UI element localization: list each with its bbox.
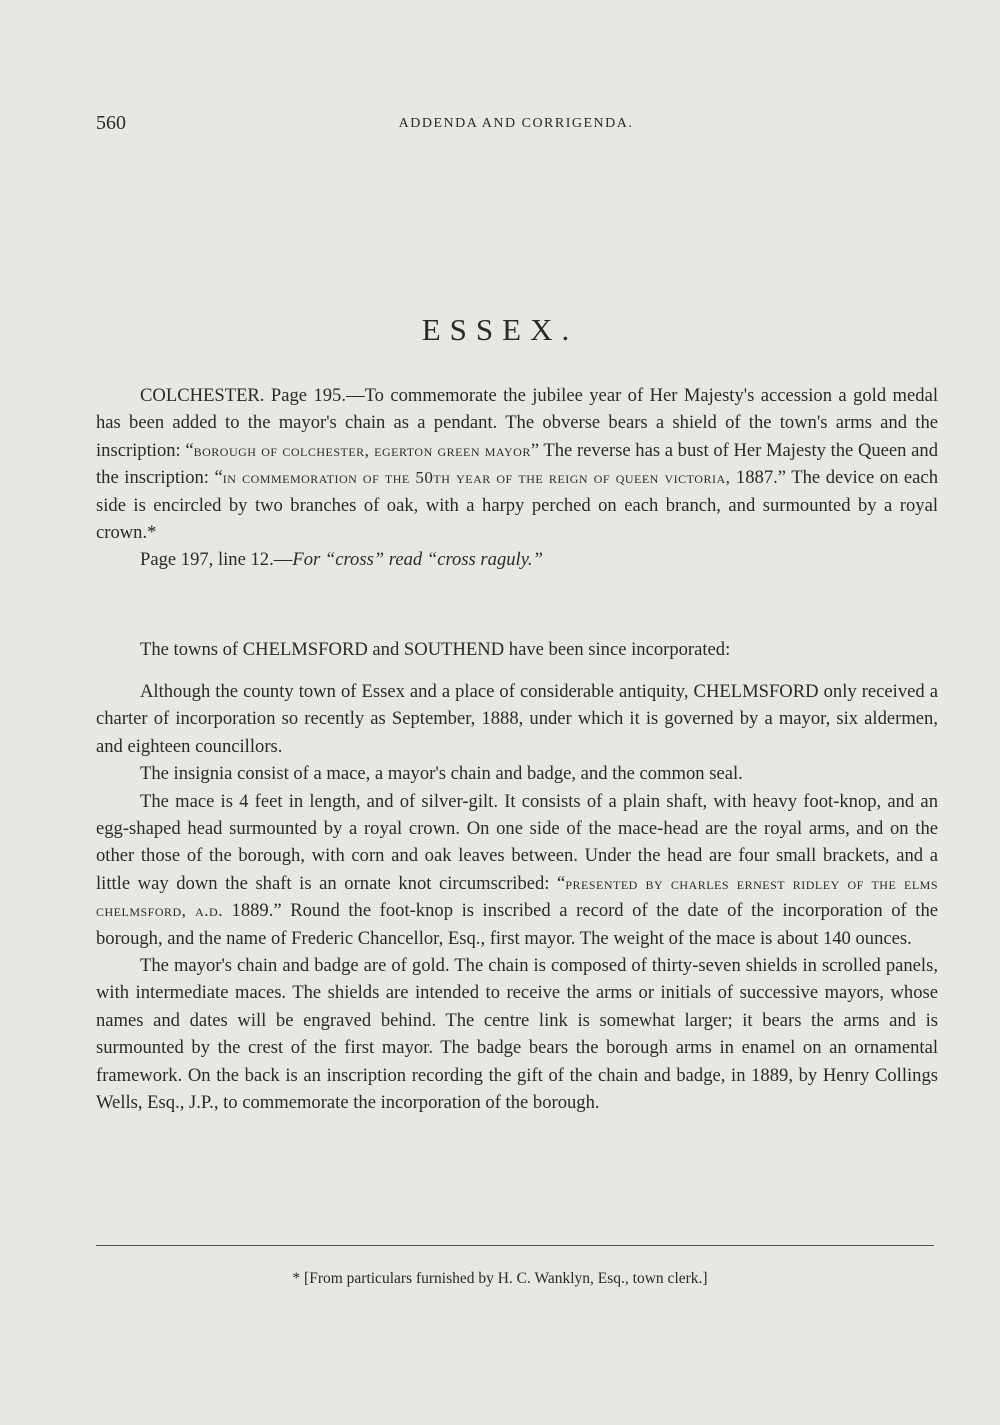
mace-text-a: The mace is 4 feet in length, and of silver-gilt. It consists of a plain shaft, with heavy foot-knop, and an egg-shaped head surmounted by a royal crown. On one side of the mace-head are the royal arms, and on the other those of the borough, with corn and oak leaves between. Under the head are four small brackets, and a little way down the shaft is an ornate knot circumscribed: “ xyxy=(96,790,938,894)
correction-for: For xyxy=(292,549,321,571)
colchester-entry xyxy=(96,382,938,574)
correction-read: read xyxy=(388,549,423,571)
towns-intro-block xyxy=(96,636,938,663)
page-number: 560 xyxy=(96,112,126,134)
footnote: * [From particulars furnished by H. C. Wanklyn, Esq., town clerk.] xyxy=(292,1270,708,1287)
correction-prefix: Page 197, line 12.— xyxy=(140,549,293,571)
colchester-text-a: Page 195.—To commemorate the jubilee year of Her Majesty's accession a gold medal has been added to the mayor's chain as a pendant. The obverse bears a shield of the town's arms and the inscription: “ xyxy=(96,385,938,461)
colchester-paragraph xyxy=(96,382,938,546)
towns-intro: The towns of CHELMSFORD and SOUTHEND have been since incorporated: xyxy=(140,639,731,660)
colchester-inscription-reverse: in commemoration of the 50th year of the reign of queen victoria, xyxy=(222,468,731,488)
chelmsford-entry xyxy=(96,678,938,1117)
section-title: ESSEX. xyxy=(421,312,579,347)
colchester-text-b: ” The reverse has a bust of Her Majesty the Queen and the inscription: “ xyxy=(96,439,938,489)
page-header xyxy=(96,112,936,140)
chelmsford-paragraph-3 xyxy=(96,788,938,952)
correction-raguly: “cross raguly.” xyxy=(422,549,543,571)
correction-line xyxy=(96,546,938,573)
mace-text-b: 1889.” Round the foot-knop is inscribed a record of the date of the incorporation of the borough, and the name of Frederic Chancellor, Esq., first mayor. The weight of the mace is about 140 ounces. xyxy=(96,900,938,949)
chelmsford-paragraph-2: The insignia consist of a mace, a mayor's chain and badge, and the common seal. xyxy=(140,763,743,785)
correction-cross: “cross” xyxy=(320,549,389,571)
footnote-divider xyxy=(96,1245,934,1246)
mace-inscription: presented by charles ernest ridley of the elms chelmsford, a.d. xyxy=(96,873,938,921)
chelmsford-paragraph-4: The mayor's chain and badge are of gold. The chain is composed of thirty-seven shields in scrolled panels, with intermediate maces. The shields are intended to receive the arms or initials of successive mayors, whose names and dates will be engraved behind. The centre link is somewhat larger; it bears the arms and is surmounted by the crest of the first mayor. The badge bears the borough arms in enamel on an ornamental framework. On the back is an inscription recording the gift of the chain and badge, in 1889, by Henry Collings Wells, Esq., J.P., to commemorate the incorporation of the borough. xyxy=(96,955,938,1114)
running-head: ADDENDA AND CORRIGENDA. xyxy=(398,116,634,131)
chelmsford-paragraph-1: Although the county town of Essex and a place of considerable antiquity, CHELMSFORD only received a charter of incorporation so recently as September, 1888, under which it is governed by a mayor, six aldermen, and eighteen councillors. xyxy=(96,681,938,757)
colchester-place: COLCHESTER. xyxy=(140,385,265,406)
colchester-text-c: 1887.” The device on each side is encircled by two branches of oak, with a harpy perched on each branch, and surmounted by a royal crown.* xyxy=(96,467,938,544)
colchester-inscription-obverse: borough of colchester, egerton green mayor xyxy=(193,440,531,460)
